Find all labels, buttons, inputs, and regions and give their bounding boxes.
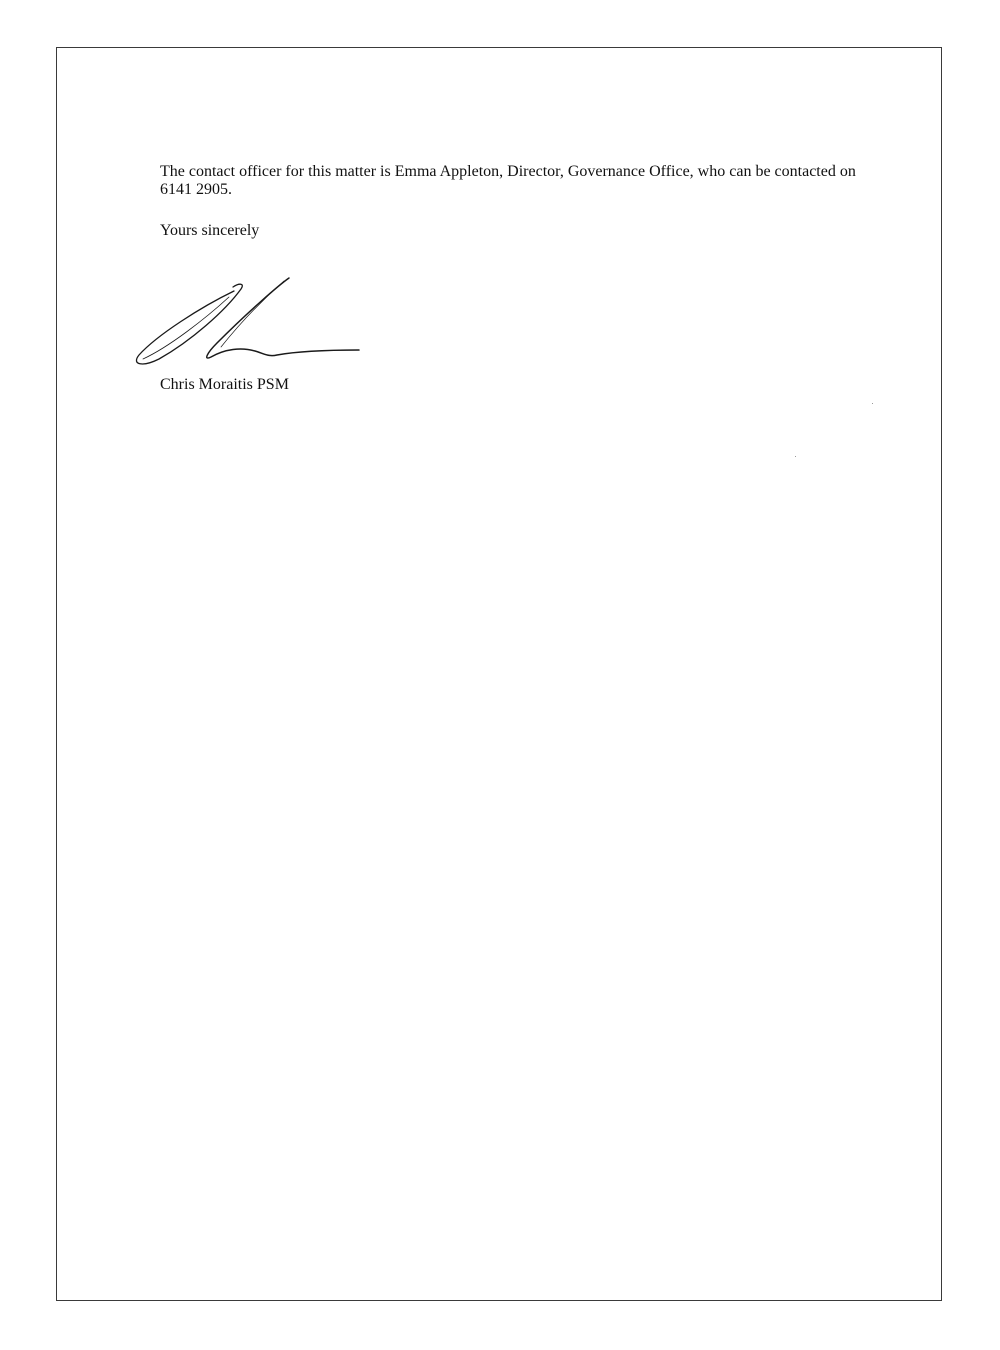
closing-salutation: Yours sincerely bbox=[160, 222, 260, 239]
contact-officer-paragraph: The contact officer for this matter is Emma Appleton, Director, Governance Office, who can be contacted on 6141 2905. bbox=[160, 163, 856, 198]
signatory-name: Chris Moraitis PSM bbox=[160, 376, 289, 393]
letter-page bbox=[56, 47, 942, 1301]
handwritten-signature bbox=[129, 271, 369, 371]
scan-speck bbox=[795, 456, 796, 457]
scan-speck bbox=[872, 403, 873, 404]
